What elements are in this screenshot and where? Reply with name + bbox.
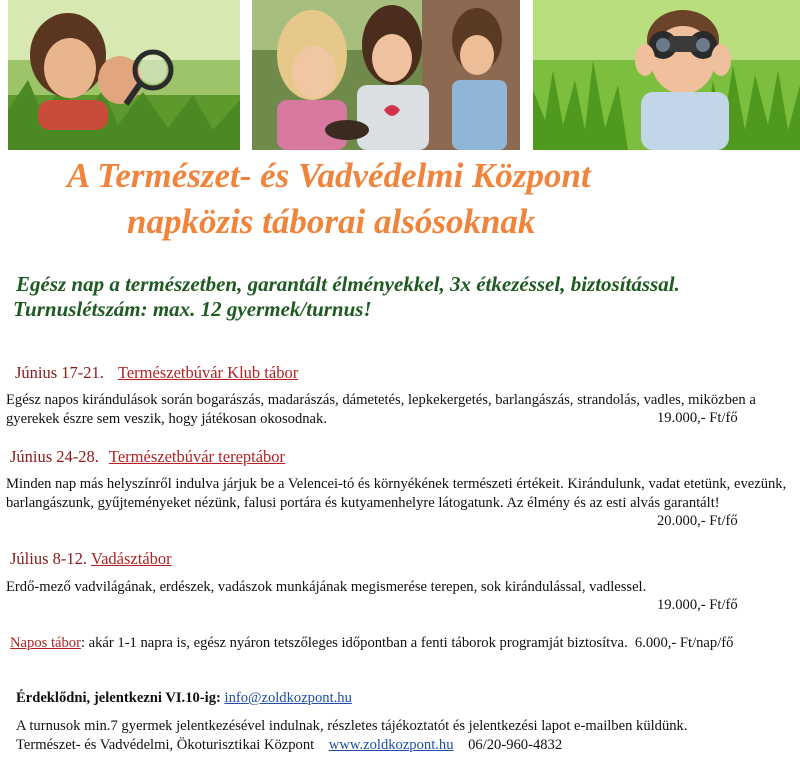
photo-boy-binoculars bbox=[533, 0, 800, 150]
photo-girls-outdoors bbox=[252, 0, 520, 150]
napos-tabor-link[interactable]: Napos tábor bbox=[10, 635, 81, 651]
camp-3-header bbox=[10, 549, 172, 569]
subtitle-line2: Turnuslétszám: max. 12 gyermek/turnus! bbox=[13, 297, 372, 321]
footer-org: Természet- és Vadvédelmi, Ökoturisztikai Központ bbox=[16, 737, 315, 753]
photo-children-magnifier bbox=[8, 0, 240, 150]
camp-1-link[interactable]: Természetbúvár Klub tábor bbox=[117, 363, 299, 382]
camp-1-header bbox=[15, 363, 298, 383]
footer-website-link[interactable]: www.zoldkozpont.hu bbox=[328, 737, 454, 753]
contact-email-link[interactable]: info@zoldkozpont.hu bbox=[224, 690, 352, 706]
camp-2-header bbox=[10, 447, 285, 467]
camp-3-description: Erdő-mező vadvilágának, erdészek, vadászok munkájának megismerése terepen, sok kirándulással, vadlessel. bbox=[6, 579, 647, 595]
footer-phone: 06/20-960-4832 bbox=[468, 737, 563, 753]
footer-org-line bbox=[16, 737, 562, 754]
camp-2-price: 20.000,- Ft/fő bbox=[657, 513, 738, 529]
camp-2-description: Minden nap más helyszínről indulva járjuk be a Velencei-tó és környékének természeti értékeit. Kirándulunk, vadat etetünk, evezünk, barlangászunk, gyűjteményeket nézünk, falusi portára és kutyamenhelyre látogatunk. Az élmény és az esti alvás garantált! bbox=[6, 476, 787, 511]
camp-3-link[interactable]: Vadásztábor bbox=[91, 549, 172, 568]
camp-2-date: Június 24-28. bbox=[10, 447, 99, 466]
camp-3-date: Július 8-12. bbox=[10, 549, 88, 568]
napos-tabor-line bbox=[10, 635, 733, 652]
camp-1-date: Június 17-21. bbox=[15, 363, 104, 382]
camp-1-description: Egész napos kirándulások során bogarászás, madarászás, dámetetés, lepkekergetés, barlangászás, strandolás, vadles, miközben a gyerekek észre sem veszik, hogy játékosan okosodnak. bbox=[6, 392, 756, 427]
camp-2-link[interactable]: Természetbúvár tereptábor bbox=[108, 447, 286, 466]
camp-1-price: 19.000,- Ft/fő bbox=[657, 410, 738, 426]
page-title-line2: napközis táborai alsósoknak bbox=[127, 202, 536, 241]
page-title-line1: A Természet- és Vadvédelmi Központ bbox=[67, 156, 591, 195]
napos-tabor-price: 6.000,- Ft/nap/fő bbox=[634, 635, 734, 651]
napos-tabor-text: : akár 1-1 napra is, egész nyáron tetszőleges időpontban a fenti táborok programját biztosítva. bbox=[80, 635, 628, 651]
contact-label: Érdeklődni, jelentkezni VI.10-ig: bbox=[16, 690, 221, 706]
footer-note: A turnusok min.7 gyermek jelentkezésével indulnak, részletes tájékoztatót és jelentkezési lapot e-mailben küldünk. bbox=[16, 718, 688, 734]
camp-3-price: 19.000,- Ft/fő bbox=[657, 597, 738, 613]
contact-line bbox=[16, 690, 352, 707]
subtitle-line1: Egész nap a természetben, garantált élményekkel, 3x étkezéssel, biztosítással. bbox=[16, 272, 680, 296]
